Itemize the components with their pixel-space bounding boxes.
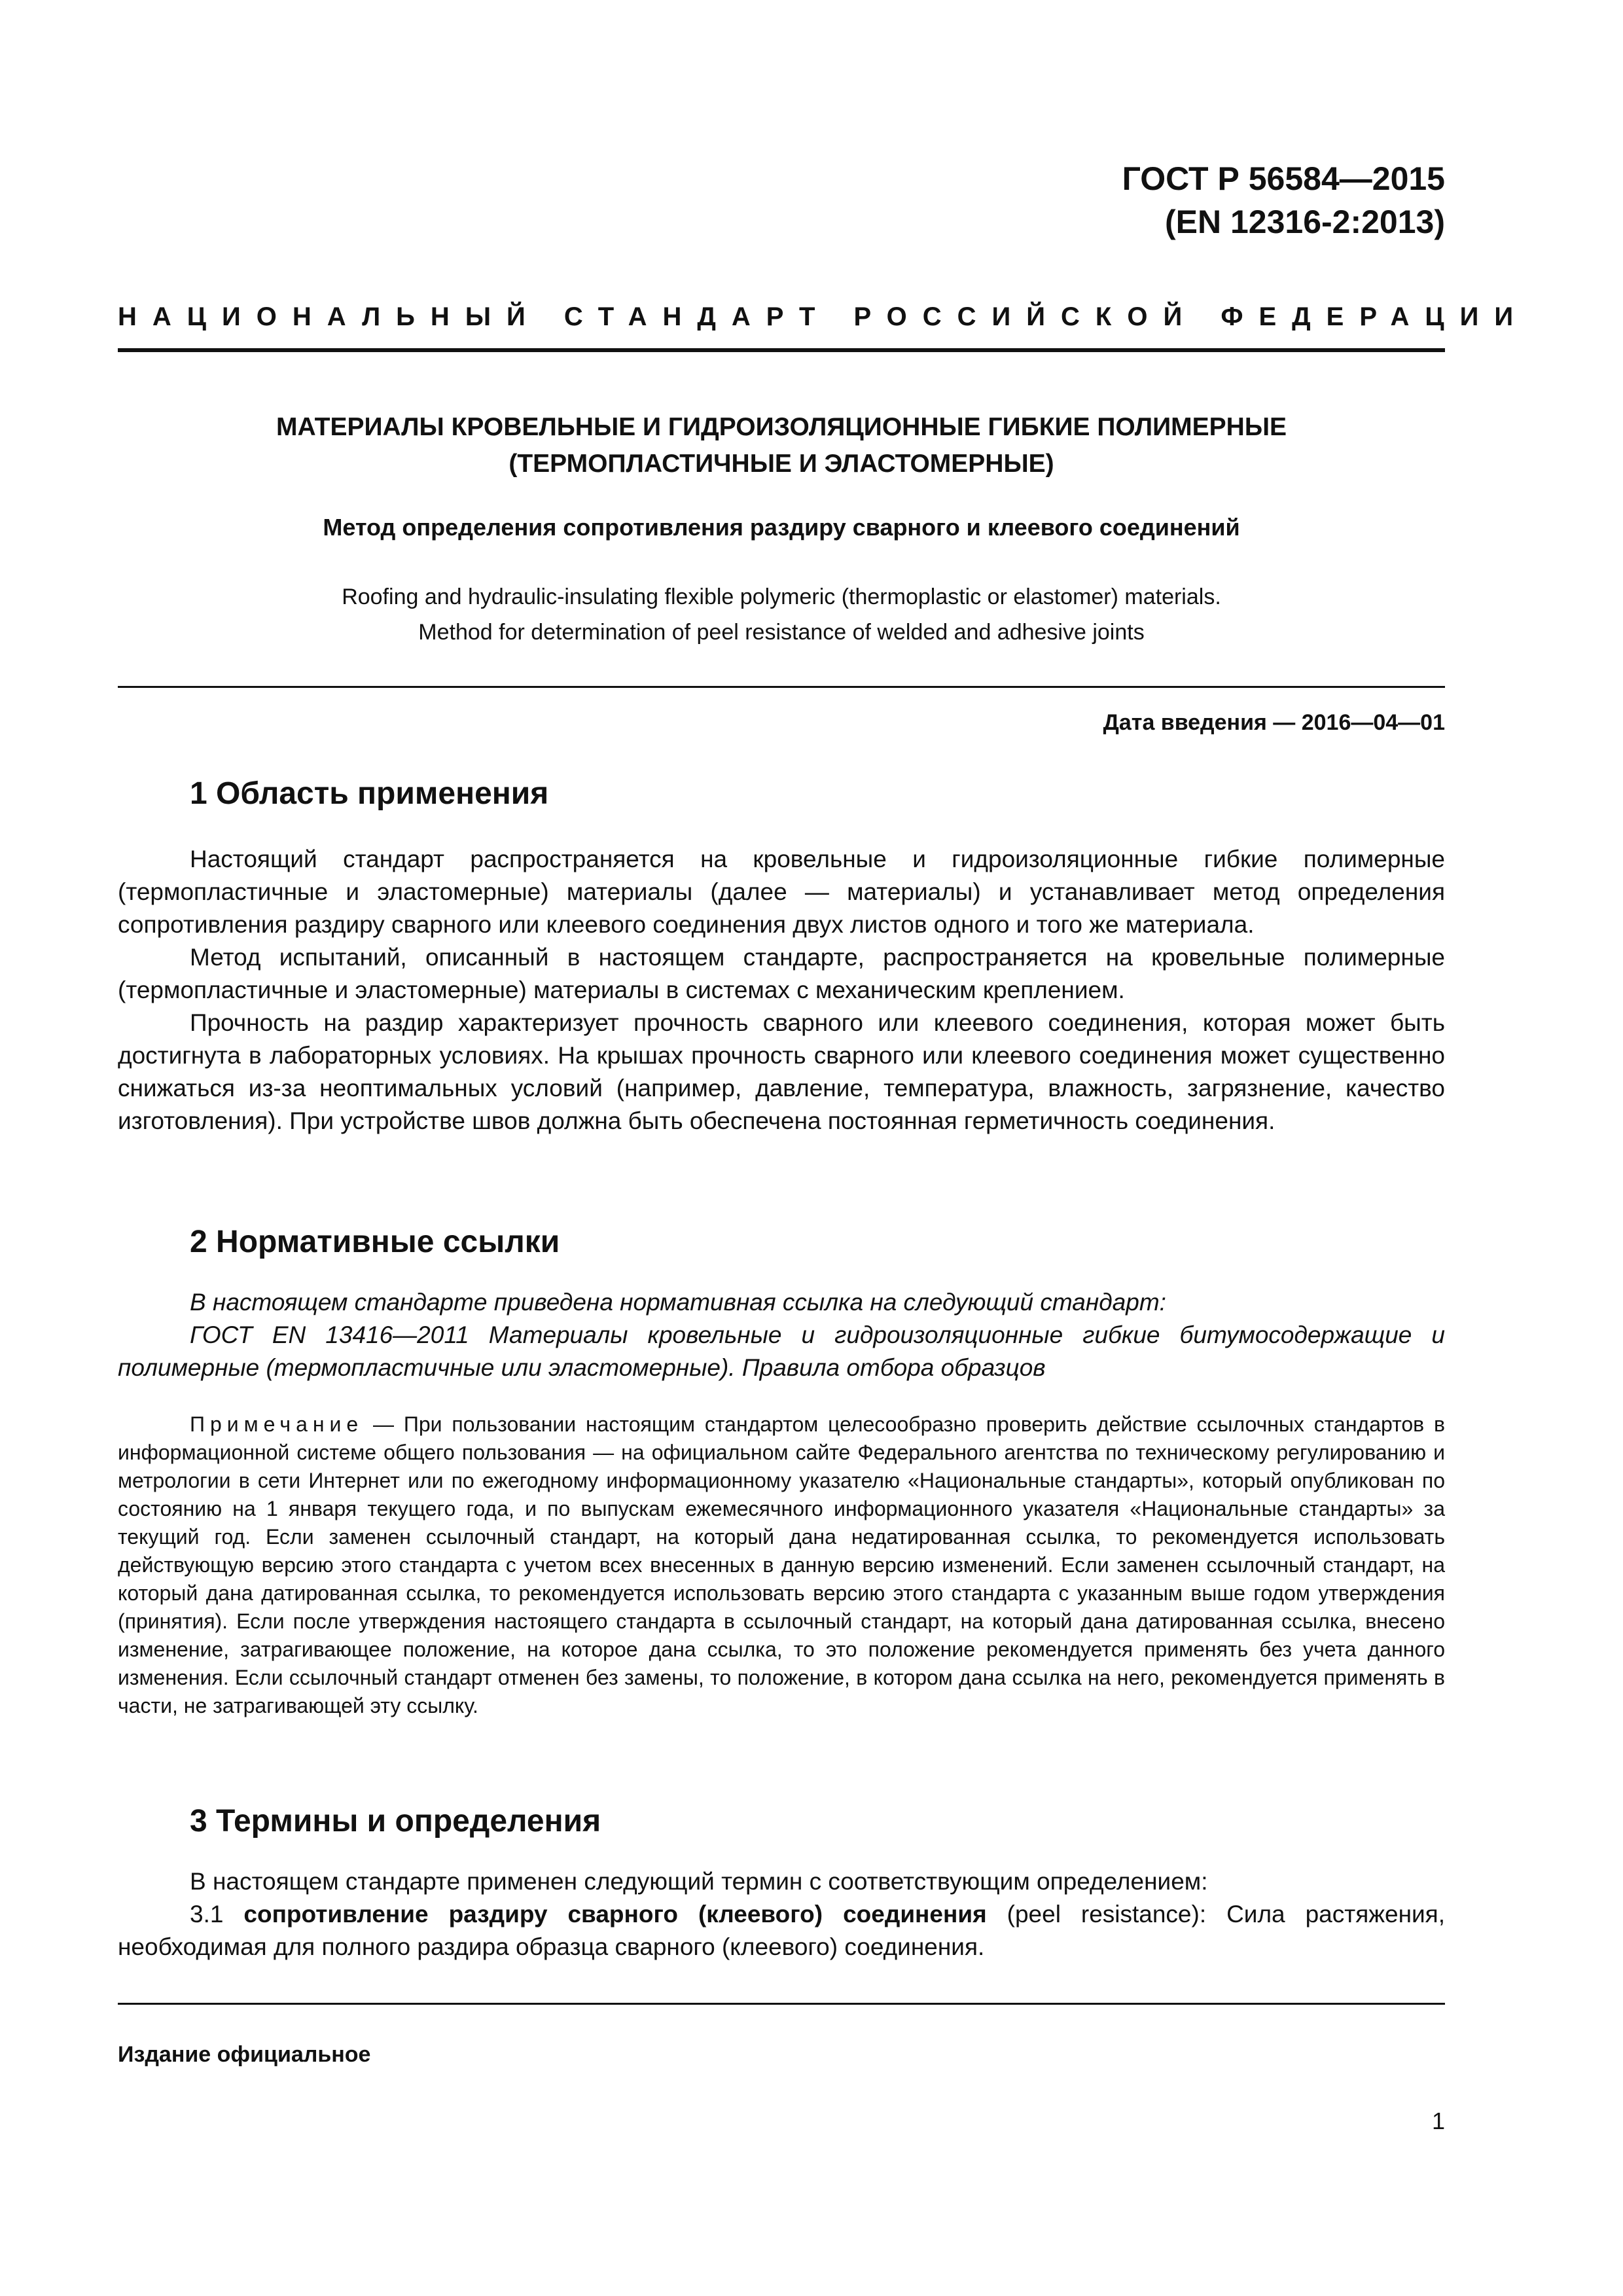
english-title [118,579,1445,650]
title-divider [118,686,1445,688]
section-1-paragraph-3: Прочность на раздир характеризует прочность сварного или клеевого соединения, которая может быть достигнута в лабораторных условиях. На крышах прочность сварного или клеевого соединения может существенно снижаться из-за неоптимальных условий (например, давление, температура, влажность, загрязнение, качество изготовления). При устройстве швов должна быть обеспечена постоянная герметичность соединения. [118,1009,1445,1134]
term-name: сопротивление раздиру сварного (клеевого) соединения [243,1901,987,1928]
term-definition [118,1898,1445,1964]
english-title-line-1: Roofing and hydraulic-insulating flexible polymeric (thermoplastic or elastomer) materials. [342,584,1221,609]
section-2-body [118,1286,1445,1384]
section-2-paragraph-1: В настоящем стандарте приведена нормативная ссылка на следующий стандарт: [190,1289,1166,1316]
note-block [118,1410,1445,1720]
section-3-heading: 3 Термины и определения [190,1804,601,1839]
english-title-line-2: Method for determination of peel resistance of welded and adhesive joints [418,620,1145,645]
section-1-heading: 1 Область применения [190,776,549,811]
header-divider [118,348,1445,352]
document-title [118,409,1445,482]
section-2-heading: 2 Нормативные ссылки [190,1225,560,1259]
term-number: 3.1 [190,1901,244,1928]
note-text: — При пользовании настоящим стандартом целесообразно проверить действие ссылочных стандартов в информационной системе общего пользования — на официальном сайте Федерального агентства по техническому регулированию и метрологии в сети Интернет или по ежегодному информационному указателю «Национальные стандарты», который опубликован по состоянию на 1 января текущего года, и по выпускам ежемесячного информационного указателя «Национальные стандарты» за текущий год. Если заменен ссылочный стандарт, на который дана недатированная ссылка, то рекомендуется использовать действующую версию этого стандарта с учетом всех внесенных в данную версию изменений. Если заменен ссылочный стандарт, на который дана датированная ссылка, то рекомендуется использовать версию этого стандарта с указанным выше годом утверждения (принятия). Если после утверждения настоящего стандарта в ссылочный стандарт, на который дана датированная ссылка, внесено изменение, затрагивающее положение, на которое дана ссылка, то это положение рекомендуется применять без учета данного изменения. Если ссылочный стандарт отменен без замены, то положение, в котором дана ссылка на него, рекомендуется применять в части, не затрагивающей эту ссылку. [118,1412,1445,1717]
official-edition-label: Издание официальное [118,2042,371,2067]
note-paragraph [118,1410,1445,1720]
section-2-reference: ГОСТ EN 13416—2011 Материалы кровельные и гидроизоляционные гибкие битумосодержащие и полимерные (термопластичные или эластомерные). Правила отбора образцов [118,1321,1445,1381]
standard-code-en: (EN 12316-2:2013) [1164,204,1445,240]
note-label: Примечание [190,1412,364,1436]
section-1-body [118,843,1445,1138]
section-1-paragraph-2: Метод испытаний, описанный в настоящем стандарте, распространяется на кровельные полимерные (термопластичные и эластомерные) материалы в системах с механическим креплением. [118,944,1445,1003]
section-1-paragraph-1: Настоящий стандарт распространяется на кровельные и гидроизоляционные гибкие полимерные (термопластичные и эластомерные) материалы (далее — материалы) и устанавливает метод определения сопротивления раздиру сварного или клеевого соединения двух листов одного и того же материала. [118,846,1445,938]
document-subtitle: Метод определения сопротивления раздиру сварного и клеевого соединений [323,514,1240,541]
standard-code [921,157,1445,243]
national-standard-banner: НАЦИОНАЛЬНЫЙ СТАНДАРТ РОССИЙСКОЙ ФЕДЕРАЦИИ [118,302,1529,331]
introduction-date: Дата введения — 2016—04—01 [1103,710,1445,735]
title-line-2: (ТЕРМОПЛАСТИЧНЫЕ И ЭЛАСТОМЕРНЫЕ) [508,450,1054,478]
footer-divider [118,2003,1445,2005]
page-number: 1 [1431,2108,1445,2134]
term-description: (peel resistance): Сила растяжения, необходимая для полного раздира образца сварного (клеевого) соединения. [118,1901,1445,1960]
document-page [118,0,1529,2296]
title-line-1: МАТЕРИАЛЫ КРОВЕЛЬНЫЕ И ГИДРОИЗОЛЯЦИОННЫЕ ГИБКИЕ ПОЛИМЕРНЫЕ [276,413,1287,441]
standard-code-gost: ГОСТ Р 56584—2015 [1122,160,1445,197]
section-3-body [118,1865,1445,1964]
section-3-paragraph-1: В настоящем стандарте применен следующий термин с соответствующим определением: [190,1868,1208,1895]
